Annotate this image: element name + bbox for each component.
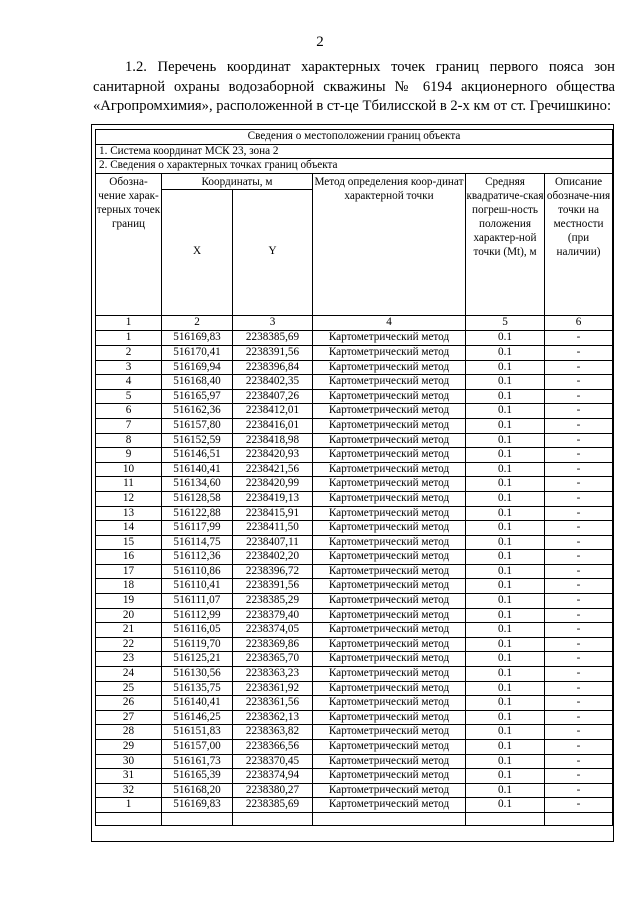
- point-cell: 15: [96, 535, 162, 550]
- x-coordinate-cell: 516151,83: [162, 725, 233, 740]
- x-coordinate-cell: 516146,25: [162, 710, 233, 725]
- table-row: [96, 637, 613, 652]
- table-row: [96, 433, 613, 448]
- y-coordinate-cell: 2238407,26: [233, 389, 313, 404]
- y-coordinate-cell: 2238363,82: [233, 725, 313, 740]
- x-coordinate-cell: 516165,39: [162, 769, 233, 784]
- description-cell: -: [545, 331, 613, 346]
- point-cell: 8: [96, 433, 162, 448]
- method-cell: Картометрический метод: [313, 725, 466, 740]
- table-row: [96, 579, 613, 594]
- accuracy-cell: 0.1: [466, 710, 545, 725]
- accuracy-cell: 0.1: [466, 389, 545, 404]
- point-cell: 20: [96, 608, 162, 623]
- y-coordinate-cell: 2238362,13: [233, 710, 313, 725]
- accuracy-cell: 0.1: [466, 652, 545, 667]
- empty-cell: [545, 812, 613, 825]
- column-number: 2: [162, 315, 233, 331]
- page-number: 2: [316, 34, 324, 50]
- method-cell: Картометрический метод: [313, 521, 466, 536]
- y-coordinate-cell: 2238361,56: [233, 696, 313, 711]
- empty-cell: [162, 812, 233, 825]
- description-cell: -: [545, 667, 613, 682]
- method-cell: Картометрический метод: [313, 652, 466, 667]
- table-row: [96, 667, 613, 682]
- accuracy-cell: 0.1: [466, 725, 545, 740]
- y-coordinate-cell: 2238402,20: [233, 550, 313, 565]
- description-cell: -: [545, 477, 613, 492]
- table-row: [96, 725, 613, 740]
- y-coordinate-cell: 2238385,29: [233, 594, 313, 609]
- point-cell: 24: [96, 667, 162, 682]
- accuracy-cell: 0.1: [466, 769, 545, 784]
- x-coordinate-cell: 516168,20: [162, 783, 233, 798]
- y-coordinate-cell: 2238379,40: [233, 608, 313, 623]
- description-cell: -: [545, 769, 613, 784]
- y-coordinate-cell: 2238365,70: [233, 652, 313, 667]
- accuracy-cell: 0.1: [466, 331, 545, 346]
- x-coordinate-cell: 516169,83: [162, 798, 233, 813]
- accuracy-cell: 0.1: [466, 550, 545, 565]
- point-cell: 10: [96, 462, 162, 477]
- y-coordinate-cell: 2238396,72: [233, 564, 313, 579]
- column-number: 3: [233, 315, 313, 331]
- y-coordinate-cell: 2238385,69: [233, 331, 313, 346]
- table-row: [96, 754, 613, 769]
- table-row: [96, 608, 613, 623]
- x-coordinate-cell: 516128,58: [162, 491, 233, 506]
- table-row: [96, 710, 613, 725]
- method-cell: Картометрический метод: [313, 681, 466, 696]
- description-cell: -: [545, 535, 613, 550]
- point-cell: 9: [96, 448, 162, 463]
- y-coordinate-cell: 2238396,84: [233, 360, 313, 375]
- x-coordinate-cell: 516162,36: [162, 404, 233, 419]
- table-row: [96, 418, 613, 433]
- table-row: [96, 477, 613, 492]
- accuracy-cell: 0.1: [466, 345, 545, 360]
- intro-paragraph: 1.2. Перечень координат характерных точек границ первого пояса зон санитарной охраны водозаборной скважины № 6194 акционерного общества «Агропромхимия», расположенной в ст-це Тбилисской в 2-х км от ст. Гречишкино:: [93, 59, 615, 114]
- point-cell: 7: [96, 418, 162, 433]
- point-cell: 26: [96, 696, 162, 711]
- x-coordinate-cell: 516112,36: [162, 550, 233, 565]
- description-cell: -: [545, 418, 613, 433]
- accuracy-cell: 0.1: [466, 375, 545, 390]
- table-row: [96, 550, 613, 565]
- header-designation: Обозна-чение харак-терных точек границ: [96, 173, 162, 315]
- method-cell: Картометрический метод: [313, 404, 466, 419]
- table-row: [96, 594, 613, 609]
- table-row: [96, 740, 613, 755]
- description-cell: -: [545, 637, 613, 652]
- method-cell: Картометрический метод: [313, 608, 466, 623]
- accuracy-cell: 0.1: [466, 740, 545, 755]
- boundary-sheet: [91, 124, 614, 842]
- description-cell: -: [545, 652, 613, 667]
- y-coordinate-cell: 2238420,93: [233, 448, 313, 463]
- method-cell: Картометрический метод: [313, 491, 466, 506]
- table-row: [96, 564, 613, 579]
- point-cell: 5: [96, 389, 162, 404]
- accuracy-cell: 0.1: [466, 798, 545, 813]
- description-cell: -: [545, 389, 613, 404]
- point-cell: 4: [96, 375, 162, 390]
- method-cell: Картометрический метод: [313, 389, 466, 404]
- description-cell: -: [545, 433, 613, 448]
- points-section-row: 2. Сведения о характерных точках границ объекта: [96, 159, 613, 174]
- point-cell: 32: [96, 783, 162, 798]
- y-coordinate-cell: 2238420,99: [233, 477, 313, 492]
- method-cell: Картометрический метод: [313, 667, 466, 682]
- table-row: [96, 448, 613, 463]
- description-cell: -: [545, 798, 613, 813]
- method-cell: Картометрический метод: [313, 360, 466, 375]
- method-cell: Картометрический метод: [313, 375, 466, 390]
- x-coordinate-cell: 516119,70: [162, 637, 233, 652]
- x-coordinate-cell: 516122,88: [162, 506, 233, 521]
- accuracy-cell: 0.1: [466, 477, 545, 492]
- y-coordinate-cell: 2238419,13: [233, 491, 313, 506]
- description-cell: -: [545, 681, 613, 696]
- accuracy-cell: 0.1: [466, 754, 545, 769]
- accuracy-cell: 0.1: [466, 564, 545, 579]
- y-coordinate-cell: 2238415,91: [233, 506, 313, 521]
- description-cell: -: [545, 462, 613, 477]
- table-row: [96, 389, 613, 404]
- method-cell: Картометрический метод: [313, 579, 466, 594]
- x-coordinate-cell: 516125,21: [162, 652, 233, 667]
- description-cell: -: [545, 521, 613, 536]
- method-cell: Картометрический метод: [313, 550, 466, 565]
- description-cell: -: [545, 594, 613, 609]
- header-description: Описание обозначе-ния точки на местности (при наличии): [545, 173, 613, 315]
- table-row: [96, 696, 613, 711]
- y-coordinate-cell: 2238402,35: [233, 375, 313, 390]
- y-coordinate-cell: 2238391,56: [233, 579, 313, 594]
- point-cell: 28: [96, 725, 162, 740]
- point-cell: 17: [96, 564, 162, 579]
- description-cell: -: [545, 345, 613, 360]
- x-coordinate-cell: 516135,75: [162, 681, 233, 696]
- point-cell: 19: [96, 594, 162, 609]
- method-cell: Картометрический метод: [313, 798, 466, 813]
- y-coordinate-cell: 2238380,27: [233, 783, 313, 798]
- y-coordinate-cell: 2238411,50: [233, 521, 313, 536]
- description-cell: -: [545, 710, 613, 725]
- y-coordinate-cell: 2238385,69: [233, 798, 313, 813]
- table-title: Сведения о местоположении границ объекта: [96, 130, 613, 145]
- header-x: X: [162, 189, 233, 315]
- y-coordinate-cell: 2238361,92: [233, 681, 313, 696]
- point-cell: 14: [96, 521, 162, 536]
- header-accuracy: Средняя квадратиче-ская погреш-ность положения характер-ной точки (Mt), м: [466, 173, 545, 315]
- y-coordinate-cell: 2238366,56: [233, 740, 313, 755]
- description-cell: -: [545, 564, 613, 579]
- method-cell: Картометрический метод: [313, 594, 466, 609]
- empty-cell: [233, 812, 313, 825]
- x-coordinate-cell: 516110,41: [162, 579, 233, 594]
- point-cell: 1: [96, 798, 162, 813]
- table-row: [96, 345, 613, 360]
- point-cell: 2: [96, 345, 162, 360]
- x-coordinate-cell: 516169,83: [162, 331, 233, 346]
- header-coordinates: Координаты, м: [162, 173, 313, 189]
- point-cell: 23: [96, 652, 162, 667]
- description-cell: -: [545, 550, 613, 565]
- table-row: [96, 462, 613, 477]
- table-row-empty: [96, 812, 613, 825]
- description-cell: -: [545, 375, 613, 390]
- accuracy-cell: 0.1: [466, 433, 545, 448]
- coordinate-system-row: 1. Система координат МСК 23, зона 2: [96, 144, 613, 159]
- y-coordinate-cell: 2238363,23: [233, 667, 313, 682]
- y-coordinate-cell: 2238421,56: [233, 462, 313, 477]
- description-cell: -: [545, 506, 613, 521]
- accuracy-cell: 0.1: [466, 696, 545, 711]
- x-coordinate-cell: 516152,59: [162, 433, 233, 448]
- method-cell: Картометрический метод: [313, 769, 466, 784]
- description-cell: -: [545, 579, 613, 594]
- x-coordinate-cell: 516140,41: [162, 696, 233, 711]
- table-row: [96, 491, 613, 506]
- method-cell: Картометрический метод: [313, 637, 466, 652]
- x-coordinate-cell: 516134,60: [162, 477, 233, 492]
- description-cell: -: [545, 623, 613, 638]
- x-coordinate-cell: 516114,75: [162, 535, 233, 550]
- point-cell: 29: [96, 740, 162, 755]
- table-row: [96, 798, 613, 813]
- description-cell: -: [545, 696, 613, 711]
- method-cell: Картометрический метод: [313, 710, 466, 725]
- x-coordinate-cell: 516169,94: [162, 360, 233, 375]
- description-cell: -: [545, 360, 613, 375]
- method-cell: Картометрический метод: [313, 448, 466, 463]
- table-row: [96, 652, 613, 667]
- x-coordinate-cell: 516161,73: [162, 754, 233, 769]
- column-number: 1: [96, 315, 162, 331]
- table-row: [96, 521, 613, 536]
- method-cell: Картометрический метод: [313, 433, 466, 448]
- x-coordinate-cell: 516168,40: [162, 375, 233, 390]
- y-coordinate-cell: 2238418,98: [233, 433, 313, 448]
- header-y: Y: [233, 189, 313, 315]
- description-cell: -: [545, 725, 613, 740]
- x-coordinate-cell: 516140,41: [162, 462, 233, 477]
- method-cell: Картометрический метод: [313, 696, 466, 711]
- coordinates-table: [95, 129, 613, 826]
- accuracy-cell: 0.1: [466, 418, 545, 433]
- y-coordinate-cell: 2238370,45: [233, 754, 313, 769]
- x-coordinate-cell: 516110,86: [162, 564, 233, 579]
- method-cell: Картометрический метод: [313, 418, 466, 433]
- x-coordinate-cell: 516165,97: [162, 389, 233, 404]
- x-coordinate-cell: 516130,56: [162, 667, 233, 682]
- method-cell: Картометрический метод: [313, 564, 466, 579]
- y-coordinate-cell: 2238374,94: [233, 769, 313, 784]
- x-coordinate-cell: 516146,51: [162, 448, 233, 463]
- point-cell: 13: [96, 506, 162, 521]
- description-cell: -: [545, 740, 613, 755]
- method-cell: Картометрический метод: [313, 477, 466, 492]
- point-cell: 12: [96, 491, 162, 506]
- accuracy-cell: 0.1: [466, 667, 545, 682]
- x-coordinate-cell: 516117,99: [162, 521, 233, 536]
- point-cell: 6: [96, 404, 162, 419]
- point-cell: 3: [96, 360, 162, 375]
- method-cell: Картометрический метод: [313, 740, 466, 755]
- x-coordinate-cell: 516157,80: [162, 418, 233, 433]
- y-coordinate-cell: 2238412,01: [233, 404, 313, 419]
- accuracy-cell: 0.1: [466, 535, 545, 550]
- description-cell: -: [545, 448, 613, 463]
- y-coordinate-cell: 2238416,01: [233, 418, 313, 433]
- method-cell: Картометрический метод: [313, 462, 466, 477]
- table-row: [96, 506, 613, 521]
- accuracy-cell: 0.1: [466, 506, 545, 521]
- accuracy-cell: 0.1: [466, 594, 545, 609]
- table-row: [96, 331, 613, 346]
- table-row: [96, 783, 613, 798]
- table-row: [96, 769, 613, 784]
- point-cell: 11: [96, 477, 162, 492]
- accuracy-cell: 0.1: [466, 608, 545, 623]
- x-coordinate-cell: 516170,41: [162, 345, 233, 360]
- point-cell: 31: [96, 769, 162, 784]
- method-cell: Картометрический метод: [313, 783, 466, 798]
- empty-cell: [313, 812, 466, 825]
- point-cell: 18: [96, 579, 162, 594]
- point-cell: 25: [96, 681, 162, 696]
- table-row: [96, 623, 613, 638]
- column-number: 4: [313, 315, 466, 331]
- accuracy-cell: 0.1: [466, 448, 545, 463]
- accuracy-cell: 0.1: [466, 579, 545, 594]
- description-cell: -: [545, 608, 613, 623]
- point-cell: 27: [96, 710, 162, 725]
- y-coordinate-cell: 2238391,56: [233, 345, 313, 360]
- method-cell: Картометрический метод: [313, 331, 466, 346]
- accuracy-cell: 0.1: [466, 404, 545, 419]
- accuracy-cell: 0.1: [466, 491, 545, 506]
- column-number: 5: [466, 315, 545, 331]
- table-row: [96, 360, 613, 375]
- table-row: [96, 681, 613, 696]
- point-cell: 30: [96, 754, 162, 769]
- column-number: 6: [545, 315, 613, 331]
- y-coordinate-cell: 2238374,05: [233, 623, 313, 638]
- method-cell: Картометрический метод: [313, 535, 466, 550]
- header-method: Метод определения коор-динат характерной точки: [313, 173, 466, 315]
- method-cell: Картометрический метод: [313, 754, 466, 769]
- x-coordinate-cell: 516116,05: [162, 623, 233, 638]
- method-cell: Картометрический метод: [313, 506, 466, 521]
- accuracy-cell: 0.1: [466, 521, 545, 536]
- table-row: [96, 404, 613, 419]
- point-cell: 22: [96, 637, 162, 652]
- description-cell: -: [545, 404, 613, 419]
- accuracy-cell: 0.1: [466, 783, 545, 798]
- accuracy-cell: 0.1: [466, 637, 545, 652]
- x-coordinate-cell: 516157,00: [162, 740, 233, 755]
- description-cell: -: [545, 754, 613, 769]
- table-row: [96, 375, 613, 390]
- accuracy-cell: 0.1: [466, 623, 545, 638]
- y-coordinate-cell: 2238407,11: [233, 535, 313, 550]
- empty-cell: [96, 812, 162, 825]
- point-cell: 16: [96, 550, 162, 565]
- accuracy-cell: 0.1: [466, 360, 545, 375]
- y-coordinate-cell: 2238369,86: [233, 637, 313, 652]
- table-row: [96, 535, 613, 550]
- point-cell: 1: [96, 331, 162, 346]
- x-coordinate-cell: 516111,07: [162, 594, 233, 609]
- method-cell: Картометрический метод: [313, 345, 466, 360]
- description-cell: -: [545, 783, 613, 798]
- empty-cell: [466, 812, 545, 825]
- point-cell: 21: [96, 623, 162, 638]
- x-coordinate-cell: 516112,99: [162, 608, 233, 623]
- accuracy-cell: 0.1: [466, 462, 545, 477]
- method-cell: Картометрический метод: [313, 623, 466, 638]
- description-cell: -: [545, 491, 613, 506]
- accuracy-cell: 0.1: [466, 681, 545, 696]
